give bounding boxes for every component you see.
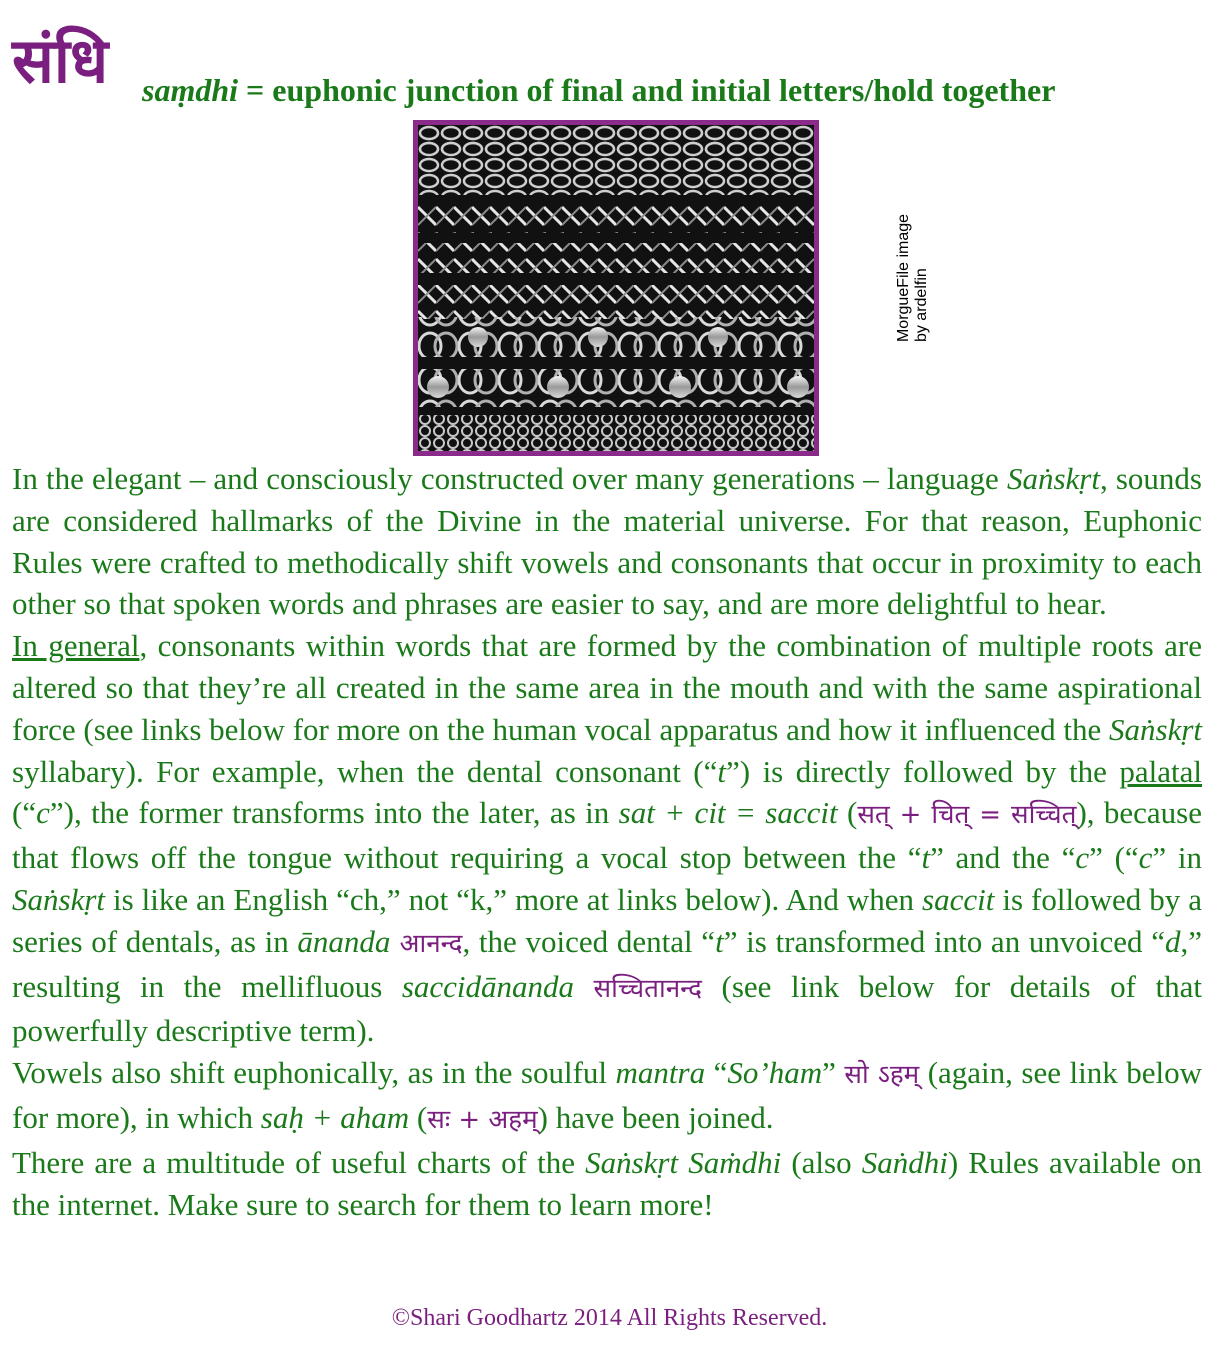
text: ” in xyxy=(1152,840,1202,876)
devanagari-text: सच्चितानन्द xyxy=(593,973,702,1004)
body-text xyxy=(12,458,1202,1225)
text-italic: c xyxy=(1138,840,1153,876)
text-underlined: palatal xyxy=(1119,753,1202,789)
text: (“ xyxy=(12,795,37,831)
text: ) Rules available on the internet. Make sure to search for them to learn more! xyxy=(12,1144,1202,1222)
text: In the elegant – and consciously constructed over many generations – language xyxy=(12,461,1007,496)
text: , the voiced dental “ xyxy=(462,923,716,959)
devanagari-text: सः + अहम् xyxy=(427,1104,538,1135)
chain-illustration xyxy=(418,125,814,451)
text: Vowels also shift euphonically, as in the soulful xyxy=(12,1055,616,1091)
text-italic: t xyxy=(717,753,727,789)
text: ” is transformed into an unvoiced “ xyxy=(723,923,1165,959)
paragraph-3 xyxy=(12,1052,1202,1142)
text: ), because that flows off the tongue without requiring a vocal stop between the “ xyxy=(12,795,1203,876)
text-italic: So’ham xyxy=(727,1055,823,1091)
devanagari-text: सो ऽहम् xyxy=(844,1060,920,1091)
text-italic: d xyxy=(1165,923,1181,959)
text: , consonants within words that are formed by the combination of multiple roots are altered so that they’re all created in the same area in the mouth and with the same aspirational force (see links below for more on the human vocal apparatus and how it influenced the xyxy=(12,628,1202,747)
text: ( xyxy=(837,795,858,831)
text-italic: mantra xyxy=(615,1055,706,1091)
credit-line-2: by ardelfin xyxy=(913,267,930,342)
text-italic: Saṅskṛt xyxy=(12,881,105,917)
text: (see link below for details of that powerfully descriptive term). xyxy=(12,968,1202,1049)
text: There are a multitude of useful charts of the xyxy=(12,1144,586,1180)
text: ” (“ xyxy=(1089,840,1139,876)
text: ” and the “ xyxy=(930,840,1076,876)
text: ( xyxy=(409,1099,428,1135)
term-transliteration: saṃdhi xyxy=(142,72,239,108)
text: , sounds are considered hallmarks of the Divine in the material universe. For that reason, Euphonic Rules were crafted to methodically shift vowels and consonants that occur in proximity to each other so that spoken words and phrases are easier to say, and are more delightful to hear. xyxy=(12,461,1202,622)
title-definition xyxy=(142,72,1055,109)
paragraph-2 xyxy=(12,625,1202,1052)
text-italic: c xyxy=(1075,840,1090,876)
text-italic: Saṅdhi xyxy=(861,1144,948,1180)
chain-photo xyxy=(413,120,819,456)
photo-credit xyxy=(888,195,938,360)
text-italic: t xyxy=(715,923,724,959)
text-italic: saccit xyxy=(922,881,995,917)
text: is followed by a series of dentals, as in xyxy=(12,881,1202,959)
text-italic: Saṅskṛt xyxy=(1006,461,1100,496)
text-italic: c xyxy=(36,795,50,831)
devanagari-text: आनन्द xyxy=(390,928,463,959)
text: ”) is directly followed by the xyxy=(726,753,1120,789)
term-definition: = euphonic junction of final and initial letters/hold together xyxy=(238,72,1056,108)
text-underlined: In general xyxy=(12,628,140,664)
text: ” xyxy=(822,1055,845,1091)
text: syllabary). For example, when the dental consonant (“ xyxy=(12,753,718,789)
text-italic: t xyxy=(921,840,931,876)
text-italic: saccidānanda xyxy=(401,968,575,1004)
paragraph-1 xyxy=(12,458,1202,625)
devanagari-title: संधि xyxy=(12,24,109,97)
text-italic: Saṅskṛt Saṁdhi xyxy=(585,1144,782,1180)
text: “ xyxy=(705,1055,728,1091)
text-italic: Saṅskṛt xyxy=(1109,711,1202,747)
devanagari-text: सत् + चित् = सच्चित् xyxy=(857,800,1077,831)
paragraph-4 xyxy=(12,1142,1202,1226)
text-italic: ānanda xyxy=(297,923,391,959)
text-italic: saḥ + aham xyxy=(260,1099,410,1135)
text: ,” resulting in the mellifluous xyxy=(12,923,1203,1004)
text-italic: sat + cit = saccit xyxy=(618,795,838,831)
credit-line-1: MorgueFile image xyxy=(895,213,912,342)
text: ”), the former transforms into the later, as in xyxy=(49,795,619,831)
text: is like an English “ch,” not “k,” more at links below). And when xyxy=(105,881,923,917)
text: (again, see link below for more), in which xyxy=(12,1055,1202,1135)
text: (also xyxy=(781,1144,862,1180)
copyright: ©Shari Goodhartz 2014 All Rights Reserved. xyxy=(391,1305,828,1331)
text: ) have been joined. xyxy=(537,1099,774,1135)
header xyxy=(12,24,1212,120)
